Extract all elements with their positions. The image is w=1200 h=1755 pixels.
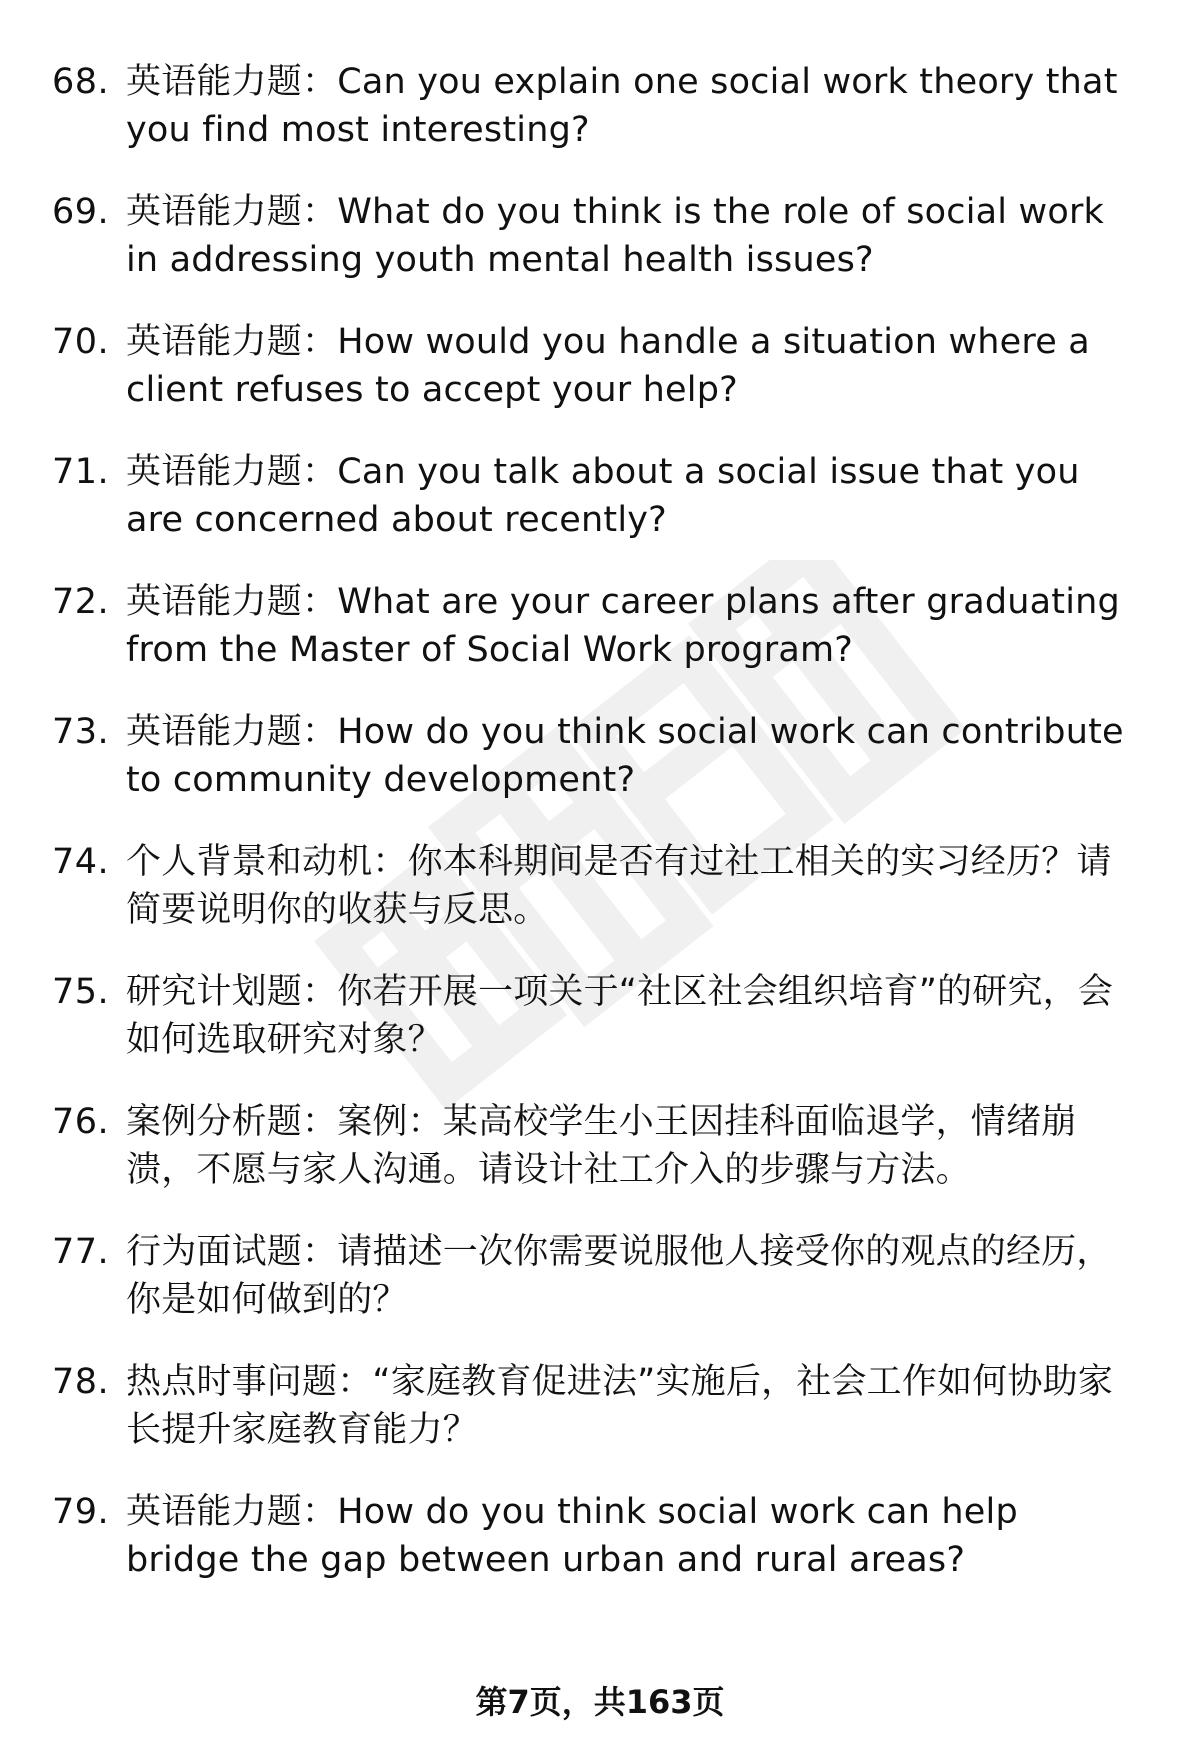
- list-item: [52, 1358, 1152, 1454]
- list-item: [52, 448, 1152, 544]
- question-text: Can you talk about a social issue that you are concerned about recently?: [126, 452, 1080, 540]
- list-item: [52, 1098, 1152, 1194]
- question-body: [126, 318, 1152, 414]
- list-item: [52, 968, 1152, 1064]
- list-item: [52, 708, 1152, 804]
- question-category: 英语能力题：: [126, 1492, 338, 1532]
- list-item: [52, 578, 1152, 674]
- question-body: [126, 1098, 1152, 1194]
- question-number: 71.: [52, 452, 110, 492]
- question-category: 英语能力题：: [126, 582, 338, 622]
- question-category: 英语能力题：: [126, 62, 338, 102]
- question-text: 请描述一次你需要说服他人接受你的观点的经历，你是如何做到的？: [126, 1232, 1112, 1320]
- question-number: 76.: [52, 1102, 110, 1142]
- question-number: 70.: [52, 322, 110, 362]
- question-category: 英语能力题：: [126, 192, 338, 232]
- question-body: [126, 1228, 1152, 1324]
- list-item: [52, 1488, 1152, 1584]
- list-item: [52, 1228, 1152, 1324]
- question-text: 案例：某高校学生小王因挂科面临退学，情绪崩溃，不愿与家人沟通。请设计社工介入的步骤与方法。: [126, 1102, 1077, 1190]
- question-number: 78.: [52, 1362, 110, 1402]
- question-text: How do you think social work can contribute to community development?: [126, 712, 1124, 800]
- question-category: 热点时事问题：: [126, 1362, 373, 1402]
- question-body: [126, 448, 1152, 544]
- question-body: [126, 968, 1152, 1064]
- question-category: 英语能力题：: [126, 322, 338, 362]
- question-number: 77.: [52, 1232, 110, 1272]
- question-text: Can you explain one social work theory that you find most interesting?: [126, 62, 1118, 150]
- question-text: What do you think is the role of social work in addressing youth mental health issues?: [126, 192, 1105, 280]
- question-category: 英语能力题：: [126, 712, 338, 752]
- question-category: 案例分析题：: [126, 1102, 338, 1142]
- question-body: [126, 1488, 1152, 1584]
- question-number: 79.: [52, 1492, 110, 1532]
- question-text: “家庭教育促进法”实施后，社会工作如何协助家长提升家庭教育能力？: [126, 1362, 1114, 1450]
- question-number: 68.: [52, 62, 110, 102]
- question-body: [126, 838, 1152, 934]
- list-item: [52, 838, 1152, 934]
- question-number: 72.: [52, 582, 110, 622]
- question-text: What are your career plans after graduating from the Master of Social Work program?: [126, 582, 1120, 670]
- question-list: [52, 58, 1152, 1618]
- question-number: 73.: [52, 712, 110, 752]
- question-body: [126, 708, 1152, 804]
- question-category: 研究计划题：: [126, 972, 338, 1012]
- question-body: [126, 58, 1152, 154]
- list-item: [52, 58, 1152, 154]
- question-text: How do you think social work can help bridge the gap between urban and rural areas?: [126, 1492, 1018, 1580]
- question-number: 69.: [52, 192, 110, 232]
- question-body: [126, 188, 1152, 284]
- question-text: How would you handle a situation where a client refuses to accept your help?: [126, 322, 1090, 410]
- question-body: [126, 578, 1152, 674]
- list-item: [52, 188, 1152, 284]
- question-category: 英语能力题：: [126, 452, 338, 492]
- question-category: 个人背景和动机：: [126, 842, 408, 882]
- question-number: 75.: [52, 972, 110, 1012]
- question-number: 74.: [52, 842, 110, 882]
- question-body: [126, 1358, 1152, 1454]
- question-text: 你若开展一项关于“社区社会组织培育”的研究，会如何选取研究对象？: [126, 972, 1114, 1060]
- page-number-footer: 第7页，共163页: [475, 1683, 725, 1721]
- list-item: [52, 318, 1152, 414]
- question-category: 行为面试题：: [126, 1232, 338, 1272]
- question-text: 你本科期间是否有过社工相关的实习经历？请简要说明你的收获与反思。: [126, 842, 1112, 930]
